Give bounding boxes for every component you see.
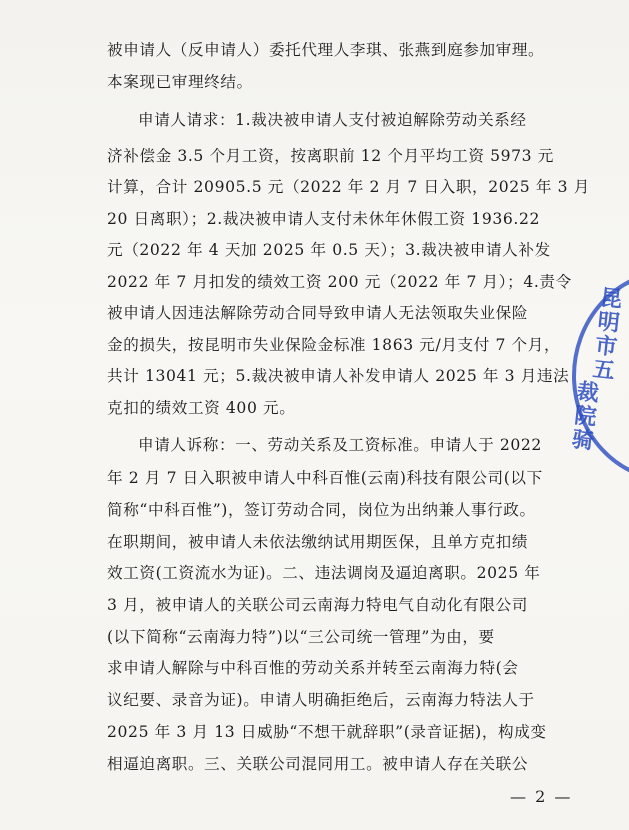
text-line: 简称“中科百惟”)，签订劳动合同，岗位为出纳兼人事行政。 [107,501,536,519]
text-line: 议纪要、录音为证)。申请人明确拒绝后，云南海力特法人于 [107,691,535,709]
text-line: 相逼迫离职。三、关联公司混同用工。被申请人存在关联公 [107,755,529,773]
text-line: 3 月，被申请人的关联公司云南海力特电气自动化有限公司 [107,596,528,614]
seal-text-top: 昆明市五 [588,284,623,384]
text-line: 求申请人解除与中科百惟的劳动关系并转至云南海力特(会 [107,659,519,677]
text-line: 申请人诉称：一、劳动关系及工资标准。申请人于 2022 [138,436,542,454]
text-line: 金的损失，按昆明市失业保险金标准 1863 元/月支付 7 个月， [107,336,561,354]
page-number: — 2 — [510,787,573,806]
text-line: 2022 年 7 月扣发的绩效工资 200 元（2022 年 7 月）；4.责令 [107,273,572,291]
text-line: 被申请人（反申请人）委托代理人李琪、张燕到庭参加审理。 [107,41,545,59]
text-line: 在职期间，被申请人未依法缴纳试用期医保，且单方克扣绩 [107,533,529,551]
text-line: 计算，合计 20905.5 元（2022 年 2 月 7 日入职，2025 年 3 月 [107,178,590,196]
official-seal [560,268,629,484]
text-line: 共计 13041 元；5.裁决被申请人补发申请人 2025 年 3 月违法 [107,367,570,385]
text-line: 元（2022 年 4 天加 2025 年 0.5 天）；3.裁决被申请人补发 [107,241,551,259]
text-line: (以下简称“云南海力特”)以“三公司统一管理”为由，要 [107,628,495,646]
text-line: 本案现已审理终结。 [107,73,253,91]
text-line: 克扣的绩效工资 400 元。 [107,399,296,417]
text-line: 效工资(工资流水为证)。二、违法调岗及逼迫离职。2025 年 [107,564,541,582]
text-line: 20 日离职）；2.裁决被申请人支付未休年休假工资 1936.22 [107,210,540,228]
seal-text-bottom: 裁院骑 [567,378,600,454]
text-line: 被申请人因违法解除劳动合同导致申请人无法领取失业保险 [107,304,529,322]
text-line: 2025 年 3 月 13 日威胁“不想干就辞职”(录音证据)，构成变 [107,723,547,741]
text-line: 年 2 月 7 日入职被申请人中科百惟(云南)科技有限公司(以下 [107,469,543,487]
text-line: 申请人请求：1.裁决被申请人支付被迫解除劳动关系经 [138,111,527,129]
text-line: 济补偿金 3.5 个月工资，按离职前 12 个月平均工资 5973 元 [107,147,554,165]
